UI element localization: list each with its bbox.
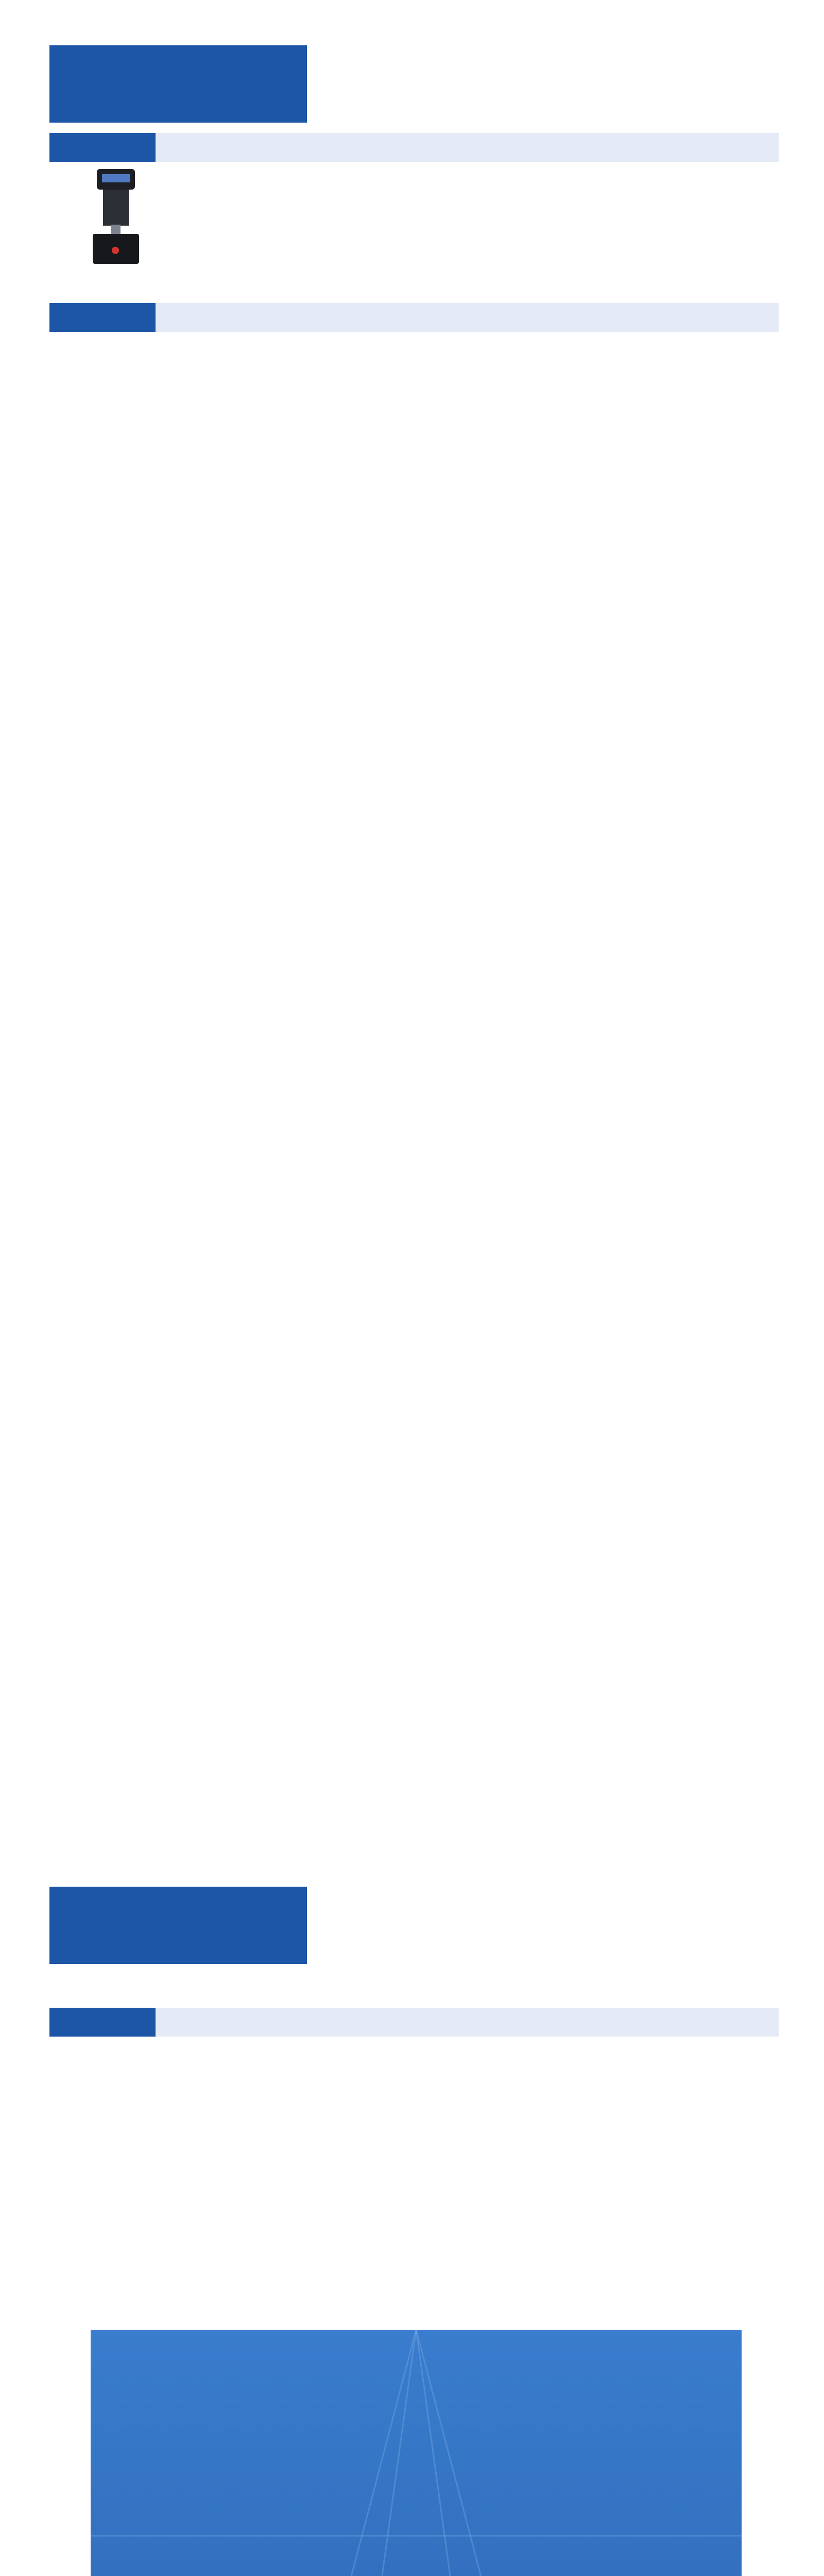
accessories-header-label [49,303,156,332]
page-title [49,45,307,123]
accessories-header-bar [49,303,779,332]
heavy-machine-illustration [91,2330,742,2576]
software-header-bar [49,2008,779,2037]
software-header-label [49,2008,156,2037]
section2-title [49,1887,307,1964]
hardness-tester-thumbnail [88,164,144,267]
model-header-label [49,133,156,162]
heavy-machine-banner [91,2330,742,2576]
model-header-bar [49,133,779,162]
